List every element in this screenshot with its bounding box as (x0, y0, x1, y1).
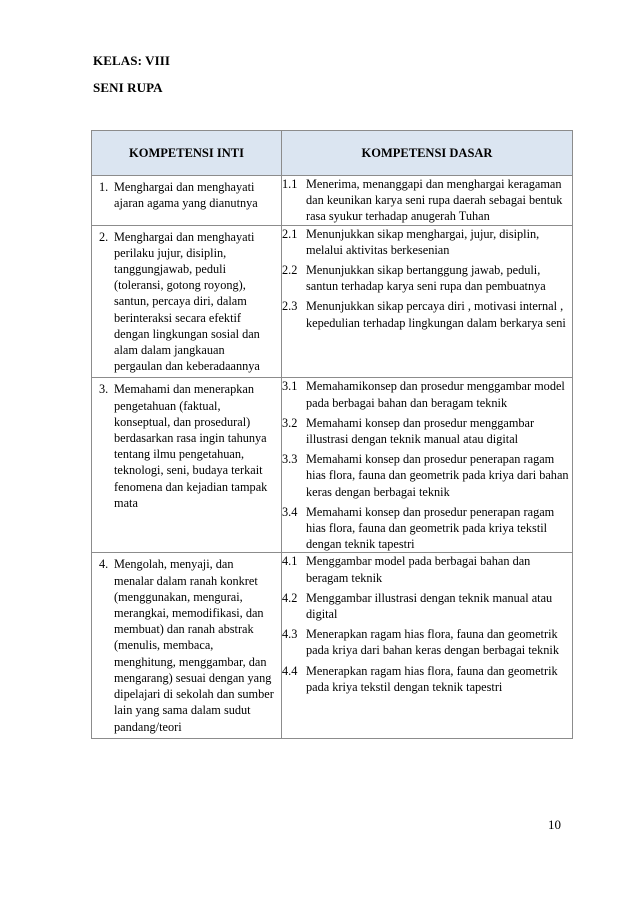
kd-number: 1.1 (282, 177, 298, 191)
ki-cell (92, 553, 282, 738)
kd-number: 2.2 (282, 263, 298, 278)
kd-text: Memahami konsep dan prosedur menggambar illustrasi dengan teknik manual atau digital (306, 415, 535, 447)
kd-item (282, 626, 572, 658)
kd-number: 4.3 (282, 627, 298, 642)
ki-text: Menghargai dan menghayati ajaran agama yang dianutnya (114, 180, 258, 211)
kd-number: 4.1 (282, 554, 298, 569)
table-row (92, 553, 573, 738)
subject-heading: SENI RUPA (93, 80, 163, 95)
kd-text: Menunjukkan sikap bertanggung jawab, peduli, santun terhadap karya seni rupa dan pembuatnya (306, 263, 546, 294)
table-row (92, 225, 573, 378)
kd-text: Memahami konsep dan prosedur penerapan ragam hias flora, fauna dan geometrik pada kriya tekstil dengan teknik tapestri (306, 504, 555, 552)
class-heading: KELAS: VIII (93, 53, 171, 68)
ki-cell (92, 225, 282, 378)
ki-number: 2. (99, 229, 109, 244)
kd-text: Menerapkan ragam hias flora, fauna dan geometrik pada kriya tekstil dengan teknik tapestri (306, 663, 558, 694)
kd-text: Memahamikonsep dan prosedur menggambar model pada berbagai bahan dan beragam teknik (306, 379, 565, 410)
kd-number: 4.2 (282, 590, 298, 605)
table-row (92, 378, 573, 553)
table-row (92, 176, 573, 226)
kd-item (282, 504, 572, 553)
kd-item (282, 451, 572, 500)
page-number: 10 (548, 817, 561, 832)
kd-item (282, 262, 572, 294)
ki-item (92, 176, 281, 214)
ki-number: 4. (99, 557, 109, 572)
kd-item (282, 415, 572, 447)
kd-cell (282, 378, 573, 553)
kd-number: 3.3 (282, 452, 298, 467)
kd-text: Menerima, menanggapi dan menghargai keragaman dan keunikan karya seni rupa daerah sebagai bentuk rasa syukur terhadap anugerah Tuhan (306, 177, 563, 224)
kd-item (282, 226, 572, 258)
kd-text: Menerapkan ragam hias flora, fauna dan geometrik pada kriya dari bahan keras dengan berbagai teknik (306, 627, 559, 658)
ki-item (92, 378, 281, 514)
kd-cell (282, 225, 573, 378)
ki-item (92, 553, 281, 737)
kd-text: Memahami konsep dan prosedur penerapan ragam hias flora, fauna dan geometrik pada kriya dari bahan keras dengan berbagai teknik (306, 452, 569, 499)
ki-item (92, 226, 281, 378)
kd-item (282, 590, 572, 622)
competency-table (91, 130, 573, 739)
table-header-row (92, 131, 573, 176)
kd-number: 2.1 (282, 226, 298, 241)
header-kompetensi-inti: KOMPETENSI INTI (92, 131, 282, 176)
kd-number: 4.4 (282, 663, 298, 678)
kd-text: Menunjukkan sikap menghargai, jujur, disiplin, melalui aktivitas berkesenian (306, 226, 540, 257)
ki-cell (92, 176, 282, 226)
ki-text: Menghargai dan menghayati perilaku jujur, disiplin, tanggungjawab, peduli (toleransi, gotong royong), santun, percaya diri, dalam berinteraksi secara efektif dengan lingkungan sosial dan alam dalam jangkauan pergaulan dan keberadaannya (114, 229, 260, 374)
kd-text: Menunjukkan sikap percaya diri , motivasi internal , kepedulian terhadap lingkungan dalam berkarya seni (306, 299, 566, 330)
kd-text: Menggambar model pada berbagai bahan dan beragam teknik (306, 554, 531, 585)
kd-item (282, 553, 572, 585)
kd-item (282, 298, 572, 330)
ki-number: 3. (99, 382, 109, 397)
header-kompetensi-dasar: KOMPETENSI DASAR (282, 131, 573, 176)
kd-number: 3.1 (282, 379, 298, 394)
kd-cell (282, 553, 573, 738)
kd-number: 3.2 (282, 415, 298, 430)
kd-cell (282, 176, 573, 226)
ki-text: Mengolah, menyaji, dan menalar dalam ranah konkret (menggunakan, mengurai, merangkai, memodifikasi, dan membuat) dan ranah abstrak (menulis, membaca, menghitung, menggambar, dan mengarang) sesuai dengan yang dipelajari di sekolah dan sumber lain yang sama dalam sudut pandang/teori (114, 557, 274, 734)
kd-item (282, 663, 572, 695)
kd-item (282, 378, 572, 410)
ki-number: 1. (99, 180, 109, 194)
kd-number: 2.3 (282, 299, 298, 314)
kd-number: 3.4 (282, 504, 298, 519)
ki-cell (92, 378, 282, 553)
kd-item (282, 176, 572, 225)
kd-text: Menggambar illustrasi dengan teknik manual atau digital (306, 590, 553, 622)
ki-text: Memahami dan menerapkan pengetahuan (faktual, konseptual, dan prosedural) berdasarkan rasa ingin tahunya tentang ilmu pengetahuan, teknologi, seni, budaya terkait fenomena dan kejadian tampak mata (114, 382, 268, 510)
